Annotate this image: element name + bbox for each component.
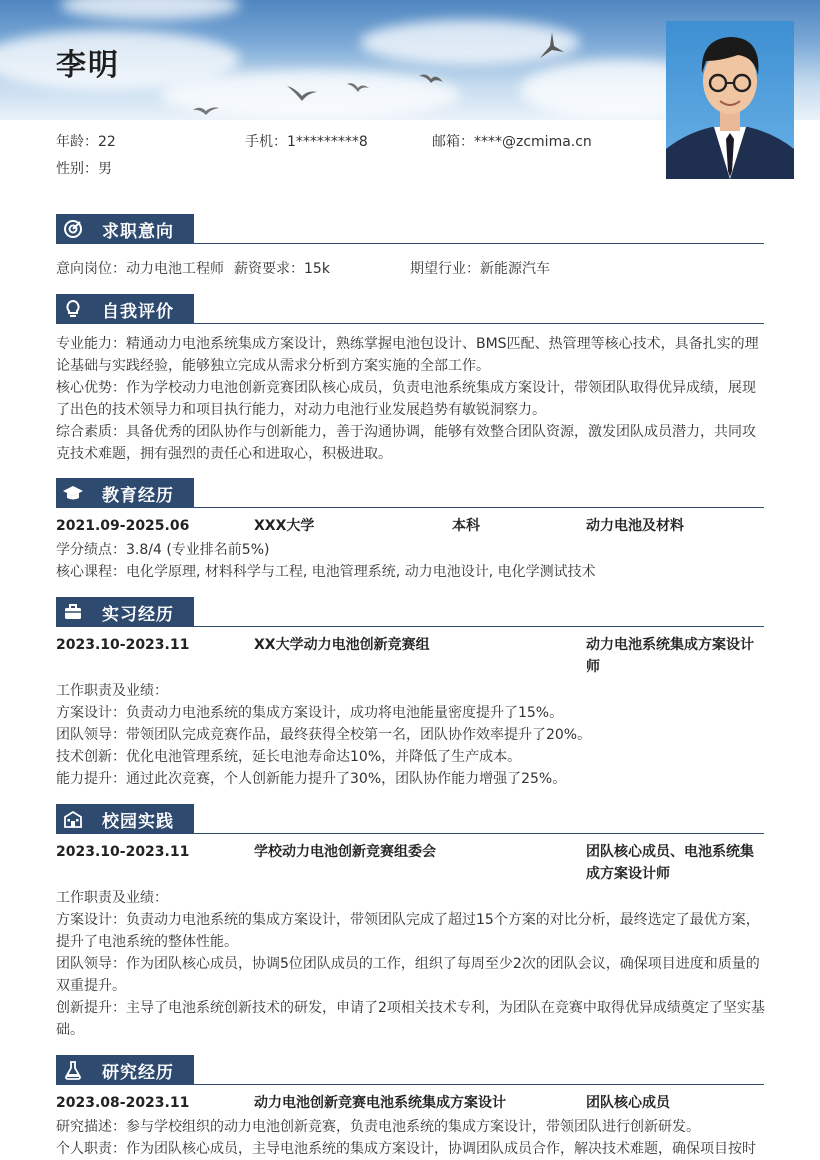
intent-position: 意向岗位：动力电池工程师 <box>56 261 224 277</box>
phone-field: 手机：1*********8 <box>245 134 368 150</box>
section-divider <box>56 507 764 508</box>
section-header-intent <box>56 214 194 244</box>
research-date: 2023.08-2023.11 <box>56 1095 190 1111</box>
bird-icon <box>286 84 318 102</box>
section-title: 实习经历 <box>102 605 174 625</box>
research-line: 个人职责：作为团队核心成员，主导电池系统的集成方案设计，协调团队成员合作，解决技术难题，确保项目按时 <box>56 1141 756 1157</box>
education-courses: 核心课程：电化学原理, 材料科学与工程, 电池管理系统, 动力电池设计, 电化学测试技术 <box>56 564 596 580</box>
campus-org: 学校动力电池创新竞赛组委会 <box>254 844 436 860</box>
bird-icon <box>538 28 566 62</box>
campus-role: 团队核心成员、电池系统集成方案设计师 <box>586 844 754 882</box>
bird-icon <box>192 104 220 116</box>
section-title: 教育经历 <box>102 486 174 506</box>
section-divider <box>56 323 764 324</box>
section-title: 校园实践 <box>102 812 174 832</box>
internship-date: 2023.10-2023.11 <box>56 637 190 653</box>
education-gpa: 学分绩点：3.8/4 (专业排名前5%) <box>56 542 270 558</box>
email-field: 邮箱：****@zcmima.cn <box>432 134 592 150</box>
internship-line: 工作职责及业绩： <box>56 683 168 699</box>
internship-line: 技术创新：优化电池管理系统，延长电池寿命达10%，并降低了生产成本。 <box>56 749 522 765</box>
internship-role: 动力电池系统集成方案设计师 <box>586 637 754 675</box>
research-line: 研究描述：参与学校组织的动力电池创新竞赛，负责电池系统的集成方案设计，带领团队进行创新研发。 <box>56 1119 700 1135</box>
campus-date: 2023.10-2023.11 <box>56 844 190 860</box>
education-date: 2021.09-2025.06 <box>56 518 190 534</box>
internship-org: XX大学动力电池创新竞赛组 <box>254 637 430 653</box>
intent-industry: 期望行业：新能源汽车 <box>410 261 550 277</box>
self-eval-item: 核心优势：作为学校动力电池创新竞赛团队核心成员，负责电池系统集成方案设计，带领团队取得优异成绩，展现了出色的技术领导力和项目执行能力，对动力电池行业发展趋势有敏锐洞察力。 <box>56 380 756 418</box>
school-building-icon <box>62 808 84 830</box>
flask-icon <box>62 1059 84 1081</box>
target-icon <box>62 218 84 240</box>
research-role: 团队核心成员 <box>586 1095 670 1111</box>
age-field: 年龄：22 <box>56 134 116 150</box>
research-project: 动力电池创新竞赛电池系统集成方案设计 <box>254 1095 506 1111</box>
campus-row <box>56 841 766 885</box>
section-title: 求职意向 <box>102 222 174 242</box>
section-header-education <box>56 478 194 508</box>
education-school: XXX大学 <box>254 518 315 534</box>
section-title: 研究经历 <box>102 1063 174 1083</box>
lightbulb-icon <box>62 298 84 320</box>
avatar-illustration <box>666 21 794 179</box>
education-degree: 本科 <box>452 518 480 534</box>
section-title: 自我评价 <box>102 302 174 322</box>
section-divider <box>56 243 764 244</box>
campus-line: 工作职责及业绩： <box>56 890 168 906</box>
internship-line: 方案设计：负责动力电池系统的集成方案设计，成功将电池能量密度提升了15%。 <box>56 705 564 721</box>
self-eval-item: 综合素质：具备优秀的团队协作与创新能力，善于沟通协调，能够有效整合团队资源，激发团队成员潜力，共同攻克技术难题，拥有强烈的责任心和进取心，积极进取。 <box>56 424 756 462</box>
education-major: 动力电池及材料 <box>586 518 684 534</box>
campus-line: 方案设计：负责动力电池系统的集成方案设计，带领团队完成了超过15个方案的对比分析，最终选定了最优方案，提升了电池系统的整体性能。 <box>56 912 760 950</box>
intent-salary: 薪资要求：15k <box>234 261 330 277</box>
section-divider <box>56 626 764 627</box>
bird-icon <box>418 70 444 86</box>
internship-line: 团队领导：带领团队完成竞赛作品，最终获得全校第一名，团队协作效率提升了20%。 <box>56 727 592 743</box>
section-header-self <box>56 294 194 324</box>
campus-line: 团队领导：作为团队核心成员，协调5位团队成员的工作，组织了每周至少2次的团队会议，确保项目进度和质量的双重提升。 <box>56 956 760 994</box>
candidate-name: 李明 <box>56 48 120 83</box>
internship-line: 能力提升：通过此次竞赛，个人创新能力提升了30%，团队协作能力增强了25%。 <box>56 771 567 787</box>
education-row <box>56 515 766 537</box>
section-divider <box>56 1084 764 1085</box>
campus-line: 创新提升：主导了电池系统创新技术的研发，申请了2项相关技术专利，为团队在竞赛中取得优异成绩奠定了坚实基础。 <box>56 1000 765 1038</box>
self-eval-item: 专业能力：精通动力电池系统集成方案设计，熟练掌握电池包设计、BMS匹配、热管理等核心技术，具备扎实的理论基础与实践经验，能够独立完成从需求分析到方案实施的全部工作。 <box>56 336 759 374</box>
graduation-cap-icon <box>62 482 84 504</box>
internship-row <box>56 634 766 678</box>
gender-field: 性别：男 <box>56 161 112 177</box>
briefcase-icon <box>62 601 84 623</box>
section-header-research <box>56 1055 194 1085</box>
research-row <box>56 1092 766 1114</box>
bird-icon <box>346 80 370 94</box>
section-header-internship <box>56 597 194 627</box>
section-divider <box>56 833 764 834</box>
profile-photo <box>666 21 794 179</box>
section-header-campus <box>56 804 194 834</box>
